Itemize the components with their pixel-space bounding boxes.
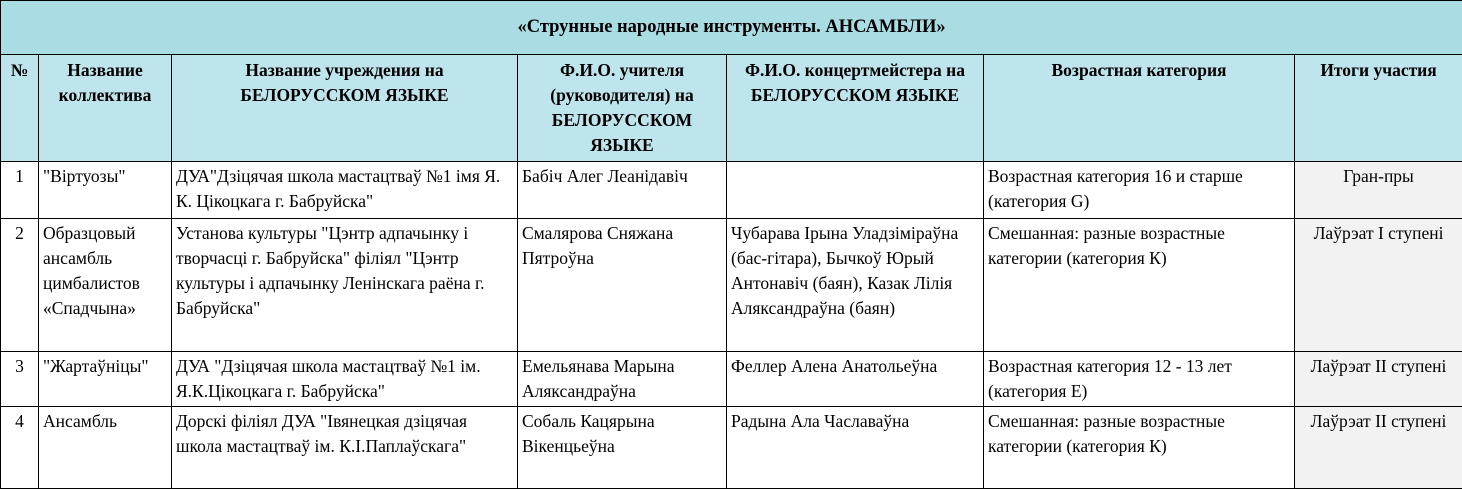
cell-collective: Ансамбль [39,407,172,489]
table-title: «Струнные народные инструменты. АНСАМБЛИ» [1,1,1462,55]
cell-accompanist: Чубарава Ірына Уладзіміраўна (бас-гітара), Бычкоў Юрый Антонавіч (баян), Казак Лілія Аляксандраўна (баян) [727,219,984,352]
cell-age: Смешанная: разные возрастные категории (категория К) [984,407,1295,489]
cell-institution: ДУА "Дзіцячая школа мастацтваў №1 ім. Я.К.Цікоцкага г. Бабруйска" [172,352,518,407]
cell-age: Возрастная категория 16 и старше (категория G) [984,162,1295,219]
cell-num: 2 [1,219,39,352]
cell-teacher: Бабіч Алег Леанідавіч [518,162,727,219]
cell-result: Лаўрэат ІІ ступені [1295,407,1462,489]
table-row [1,407,1462,489]
table-row [1,219,1462,352]
cell-institution: ДУА"Дзіцячая школа мастацтваў №1 імя Я. К. Цікоцкага г. Бабруйска" [172,162,518,219]
cell-accompanist: Радына Ала Чаславаўна [727,407,984,489]
header-num: № [1,55,39,162]
cell-age: Смешанная: разные возрастные категории (категория К) [984,219,1295,352]
header-result: Итоги участия [1295,55,1462,162]
cell-result: Лаўрэат І ступені [1295,219,1462,352]
cell-result: Лаўрэат ІІ ступені [1295,352,1462,407]
cell-collective: "Жартаўніцы" [39,352,172,407]
table-row [1,162,1462,219]
table-row [1,352,1462,407]
cell-teacher: Собаль Кацярына Вікенцьеўна [518,407,727,489]
header-accompanist: Ф.И.О. концертмейстера на БЕЛОРУССКОМ ЯЗЫКЕ [727,55,984,162]
header-row [1,55,1462,162]
cell-num: 4 [1,407,39,489]
cell-result: Гран-пры [1295,162,1462,219]
header-institution: Название учреждения на БЕЛОРУССКОМ ЯЗЫКЕ [172,55,518,162]
header-age: Возрастная категория [984,55,1295,162]
cell-accompanist [727,162,984,219]
cell-num: 1 [1,162,39,219]
cell-teacher: Емельянава Марына Аляксандраўна [518,352,727,407]
header-collective: Название коллектива [39,55,172,162]
cell-teacher: Смалярова Сняжана Пятроўна [518,219,727,352]
cell-institution: Дорскі філіял ДУА "Івянецкая дзіцячая школа мастацтваў ім. К.І.Паплаўскага" [172,407,518,489]
cell-collective: Образцовый ансамбль цимбалистов «Спадчына» [39,219,172,352]
header-teacher: Ф.И.О. учителя (руководителя) на БЕЛОРУССКОМ ЯЗЫКЕ [518,55,727,162]
cell-accompanist: Феллер Алена Анатольеўна [727,352,984,407]
cell-collective: "Віртуозы" [39,162,172,219]
cell-num: 3 [1,352,39,407]
cell-institution: Установа культуры "Цэнтр адпачынку і творчасці г. Бабруйска" філіял "Цэнтр культуры і адпачынку Ленінскага раёна г. Бабруйска" [172,219,518,352]
title-row [1,1,1462,55]
cell-age: Возрастная категория 12 - 13 лет (категория Е) [984,352,1295,407]
